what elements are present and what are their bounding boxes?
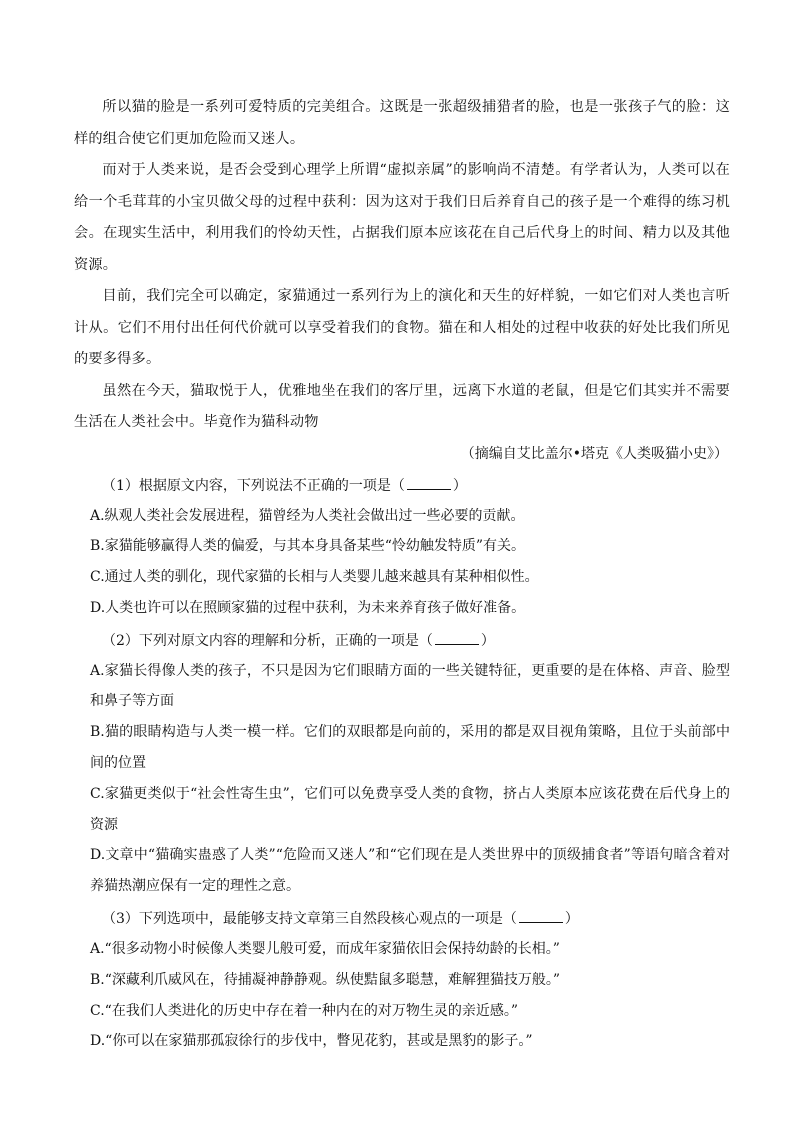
- question-3-option-c: C.“在我们人类进化的历史中存在着一种内在的对万物生灵的亲近感。”: [90, 1002, 518, 1019]
- answer-blank-1: [407, 477, 451, 490]
- answer-blank-2: [435, 632, 479, 645]
- question-3-text: （3）下列选项中，最能够支持文章第三自然段核心观点的一项是（: [102, 911, 517, 928]
- question-3-stem: [74, 904, 730, 934]
- question-2-option-d: D.文章中“猫确实蛊惑了人类”“危险而又迷人”和“它们现在是人类世界中的顶级捕食者”等语句暗含着对养猫热潮应保有一定的理性之意。: [90, 847, 730, 895]
- question-1-option-a: A.纵观人类社会发展进程，猫曾经为人类社会做出过一些必要的贡献。: [90, 507, 525, 524]
- question-1-option-b: B.家猫能够赢得人类的偏爱，与其本身具备某些“怜幼触发特质”有关。: [90, 538, 526, 555]
- question-3-option-d: D.“你可以在家猫那孤寂徐行的步伐中，瞥见花豹，甚或是黑豹的影子。”: [90, 1033, 533, 1050]
- paragraph-2: 而对于人类来说，是否会受到心理学上所谓“虚拟亲属”的影响尚不清楚。有学者认为，人类可以在给一个毛茸茸的小宝贝做父母的过程中获利：因为这对于我们日后养育自己的孩子是一个难得的练习机会。在现实生活中，利用我们的怜幼天性，占据我们原本应该花在自己后代身上的时间、精力以及其他资源。: [74, 162, 730, 273]
- question-3-option-b: B.“深藏利爪威风在，待捕凝神静静观。纵使黠鼠多聪慧，难解狸猫技万般。”: [90, 971, 561, 988]
- paragraph-1: 所以猫的脸是一系列可爱特质的完美组合。这既是一张超级捕猎者的脸，也是一张孩子气的脸：这样的组合使它们更加危险而又迷人。: [74, 99, 730, 147]
- question-3-close: ）: [564, 911, 579, 928]
- question-2-stem: [74, 626, 730, 656]
- paragraph-3: 目前，我们完全可以确定，家猫通过一系列行为上的演化和天生的好样貌，一如它们对人类也言听计从。它们不用付出任何代价就可以享受着我们的食物。猫在和人相处的过程中收获的好处比我们所见的要多得多。: [74, 288, 730, 367]
- question-2-option-a: A.家猫长得像人类的孩子，不只是因为它们眼睛方面的一些关键特征，更重要的是在体格、声音、脸型和鼻子等方面: [90, 662, 730, 710]
- question-2-option-c: C.家猫更类似于“社会性寄生虫”，它们可以免费享受人类的食物，挤占人类原本应该花费在后代身上的资源: [90, 785, 730, 833]
- question-3-option-a: A.“很多动物小时候像人类婴儿般可爱，而成年家猫依旧会保持幼龄的长相。”: [90, 941, 560, 958]
- question-2-close: ）: [480, 632, 495, 649]
- answer-blank-3: [519, 910, 563, 923]
- question-1-close: ）: [452, 477, 467, 494]
- document-content: [74, 92, 730, 1057]
- source-citation: （摘编自艾比盖尔•塔克《人类吸猫小史》）: [460, 445, 728, 462]
- question-2-option-b: B.猫的眼睛构造与人类一模一样。它们的双眼都是向前的，采用的都是双目视角策略，且位于头前部中间的位置: [90, 724, 730, 772]
- question-2-text: （2）下列对原文内容的理解和分析，正确的一项是（: [102, 632, 433, 649]
- question-1-stem: [74, 471, 730, 501]
- paragraph-4: 虽然在今天，猫取悦于人，优雅地坐在我们的客厅里，远离下水道的老鼠，但是它们其实并不需要生活在人类社会中。毕竟作为猫科动物: [74, 382, 730, 430]
- question-1-text: （1）根据原文内容，下列说法不正确的一项是（: [102, 477, 405, 494]
- question-1-option-c: C.通过人类的驯化，现代家猫的长相与人类婴儿越来越具有某种相似性。: [90, 569, 539, 586]
- question-1-option-d: D.人类也许可以在照顾家猫的过程中获利，为未来养育孩子做好准备。: [90, 599, 526, 616]
